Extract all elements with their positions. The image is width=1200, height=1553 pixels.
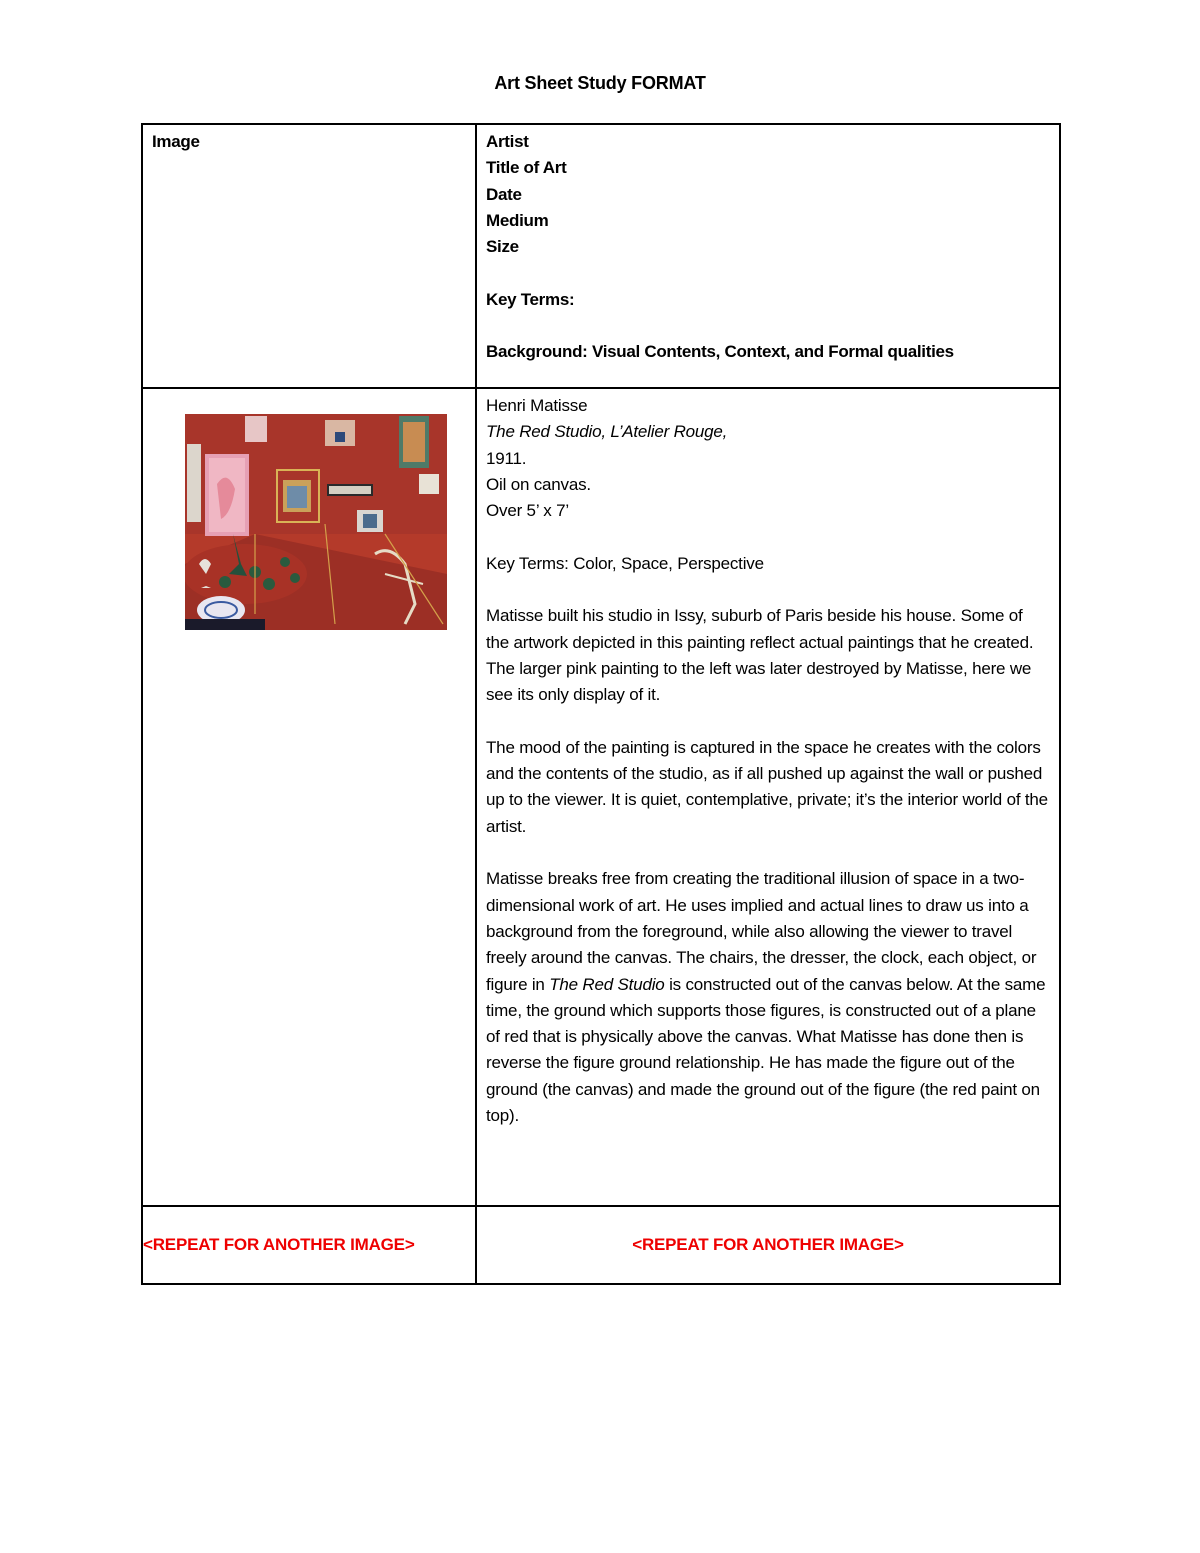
header-row: [142, 124, 1060, 388]
medium-label: Medium: [486, 210, 549, 230]
paragraph-mood: The mood of the painting is captured in the space he creates with the colors and the contents of the studio, as if all pushed up against the wall or pushed up to the viewer. It is quiet, contemplative, private; it’s the interior world of the artist.: [486, 737, 1048, 836]
artist-label: Artist: [486, 132, 529, 151]
paragraph-space-end: is constructed out of the canvas below. At the same time, the ground which supports those figures, is constructed out of a plane of red that is physically above the canvas. What Matisse has done then is reverse the figure ground relationship. He has made the figure out of the ground (the canvas) and made the ground out of the figure (the red paint on top).: [486, 974, 1046, 1126]
key-terms-label: Key Terms:: [486, 289, 575, 309]
entry-image-cell: [142, 388, 476, 1206]
painting-thumbnail-icon: [185, 414, 447, 630]
entry-info-cell: [476, 388, 1060, 1206]
header-info-cell: [476, 124, 1060, 388]
date-value: 1911.: [486, 448, 527, 468]
repeat-label-right: <REPEAT FOR ANOTHER IMAGE>: [632, 1235, 904, 1254]
entry-row: [142, 388, 1060, 1206]
image-label: Image: [152, 132, 200, 151]
date-label: Date: [486, 184, 522, 204]
size-value: Over 5’ x 7’: [486, 501, 569, 521]
paragraph-space-italic-title: The Red Studio: [549, 974, 665, 994]
medium-value: Oil on canvas.: [486, 474, 591, 494]
art-study-table: [141, 123, 1061, 1285]
repeat-right-cell: [476, 1206, 1060, 1284]
repeat-row: [142, 1206, 1060, 1284]
header-image-cell: [142, 124, 476, 388]
repeat-label-left: <REPEAT FOR ANOTHER IMAGE>: [143, 1235, 415, 1254]
key-terms-value: Key Terms: Color, Space, Perspective: [486, 553, 764, 573]
paragraph-space: [486, 866, 1050, 1129]
background-label: Background: Visual Contents, Context, and Formal qualities: [486, 342, 954, 362]
repeat-left-cell: [142, 1206, 476, 1284]
paragraph-space-start: Matisse breaks free from creating the traditional illusion of space in a two-dimensional work of art. He uses implied and actual lines to draw us into a background from the foreground, while also allowing the viewer to travel freely around the canvas. The chairs, the dresser, the clock, each object, or figure in: [486, 869, 1037, 994]
page-title: Art Sheet Study FORMAT: [494, 73, 706, 93]
paragraph-studio: Matisse built his studio in Issy, suburb of Paris beside his house. Some of the artwork depicted in this painting reflect actual paintings that he created. The larger pink painting to the left was later destroyed by Matisse, here we see its only display of it.: [486, 606, 1034, 705]
size-label: Size: [486, 237, 519, 257]
title-value: The Red Studio, L’Atelier Rouge,: [486, 422, 728, 442]
title-label: Title of Art: [486, 158, 567, 178]
artist-value: Henri Matisse: [486, 396, 588, 415]
